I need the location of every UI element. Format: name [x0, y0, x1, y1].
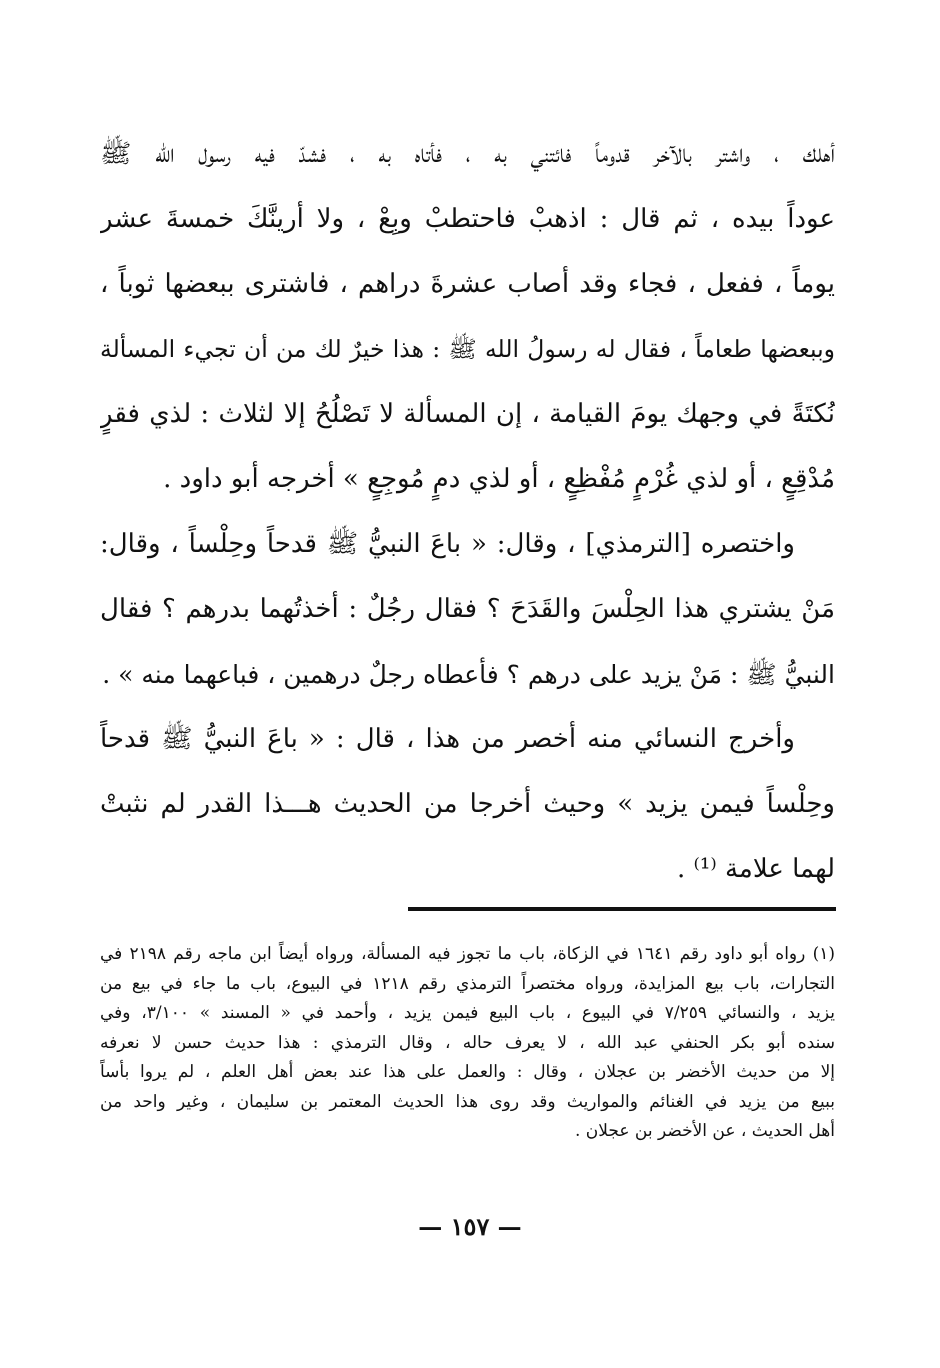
main-text-line: وحِلْساً فيمن يزيد » وحيث أخرجا من الحديث هـــذا القدر لم نثبتْ [100, 789, 835, 819]
footnote-line: يزيد ، والنسائي ٧/٢٥٩ في البيوع ، باب البيع فيمن يزيد ، وأحمد في « المسند » ٣/١٠٠، وفي [100, 1003, 835, 1023]
footnote-line: ببيع من يزيد في الغنائم والمواريث وقد روى هذا الحديث المعتمر بن سليمان ، وغير واحد من [100, 1091, 835, 1112]
main-text-line: النبيُّ ﷺ : مَنْ يزيد على درهم ؟ فأعطاه رجلٌ درهمين ، فباعهما منه » . [102, 660, 835, 689]
footnote-block [100, 940, 835, 1147]
main-text-line: لهما علامة ⁽¹⁾ . [676, 854, 835, 884]
main-text-line: وببعضها طعاماً ، فقال له رسولُ الله ﷺ : هذا خيرٌ لك من أن تجيء المسألة [100, 335, 835, 363]
footnote-line: (١) رواه أبو داود رقم ١٦٤١ في الزكاة، باب ما تجوز فيه المسألة، ورواه أيضاً ابن ماجه رقم ٢١٩٨ في [100, 944, 835, 964]
main-text-line: نُكتَةً في وجهك يومَ القيامة ، إن المسألة لا تَصْلُحُ إلا لثلاث : لذي فقرٍ [100, 399, 835, 429]
main-text-line: يوماً ، ففعل ، فجاء وقد أصاب عشرةَ دراهم ، فاشترى ببعضها ثوباً ، [100, 269, 835, 299]
footnote-separator-rule [408, 907, 836, 911]
main-text-line: أهلك ، واشتر بالآخر قدوماً فائتني به ، فأتاه به ، فشدّ فيه رسول الله ﷺ [100, 139, 835, 169]
footnote-line: أهل الحديث ، عن الأخضر بن عجلان . [574, 1121, 835, 1141]
main-text-line: عوداً بيده ، ثم قال : اذهبْ فاحتطبْ وبِعْ ، ولا أرينَّكَ خمسةَ عشر [100, 204, 835, 234]
footnote-line: سنده أبو بكر الحنفي عبد الله ، لا يعرف حاله ، وقال الترمذي : هذا حديث حسن لا نعرفه [100, 1032, 835, 1053]
main-text-line: مُدْقِعٍ ، أو لذي غُرْمٍ مُفْظِعٍ ، أو لذي دمٍ مُوجِعٍ » أخرجه أبو داود . [163, 464, 835, 494]
footnote-line: التجارات، باب بيع المزايدة، ورواه مختصراً الترمذي رقم ١٢١٨ في البيوع، باب ما جاء في بيع من [100, 973, 835, 994]
main-text-line: واختصره [الترمذي] ، وقال: « باعَ النبيُّ ﷺ قدحاً وحِلْساً ، وقال: [100, 529, 795, 559]
main-text-body [100, 122, 835, 902]
page-number: — ١٥٧ — [418, 1212, 522, 1241]
footnote-line: إلا من حديث الأخضر بن عجلان ، وقال : والعمل على هذا عند بعض أهل العلم ، لم يروا بأساً [100, 1062, 835, 1082]
main-text-line: مَنْ يشتري هذا الحِلْسَ والقَدَحَ ؟ فقال رجُلٌ : أخذتُهما بدرهم ؟ فقال [100, 594, 835, 624]
main-text-line: وأخرج النسائي منه أخصر من هذا ، قال : « باعَ النبيُّ ﷺ قدحاً [100, 724, 795, 754]
